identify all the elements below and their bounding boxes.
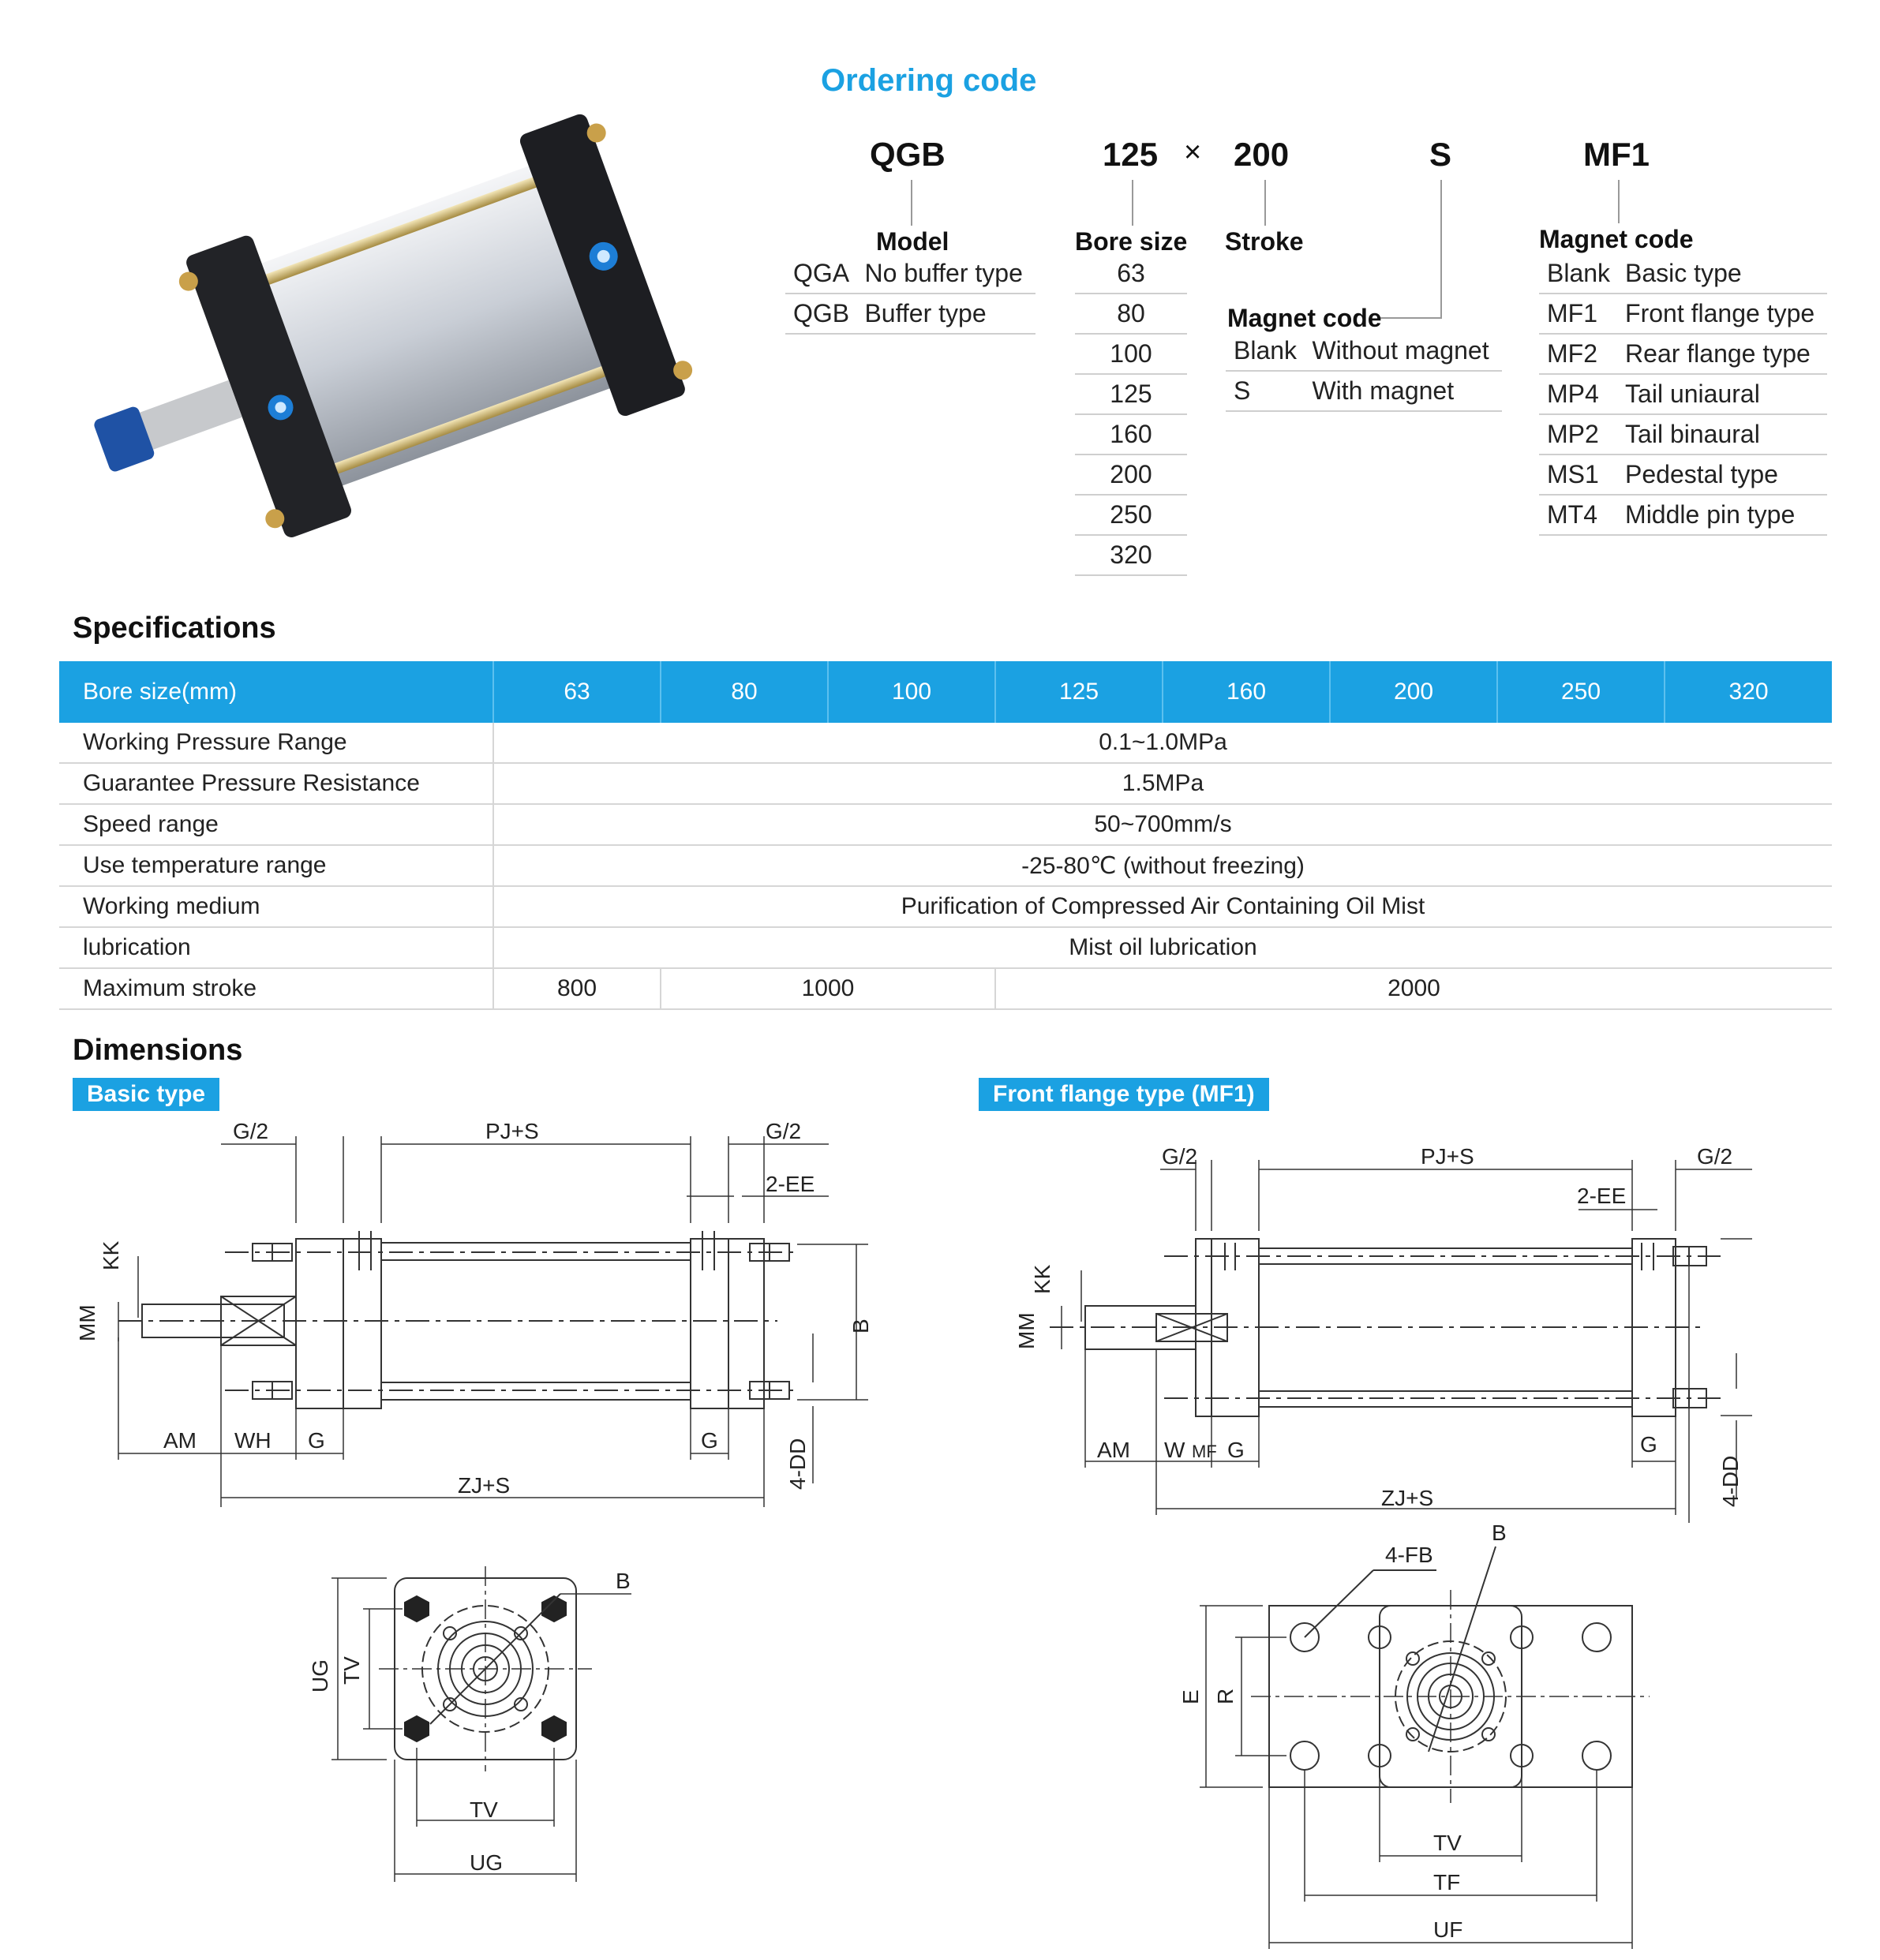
dim-label: TV (1433, 1831, 1462, 1855)
dim-label: 2-EE (766, 1172, 815, 1196)
dim-label: W (1164, 1438, 1185, 1462)
dim-label: 4-DD (785, 1438, 810, 1490)
stroke-heading: Stroke (1225, 227, 1304, 256)
dim-label: MM (75, 1304, 99, 1341)
spec-row: Guarantee Pressure Resistance 1.5MPa (59, 763, 1832, 804)
basic-type-end-drawing (300, 1558, 639, 1890)
dim-label: G (1227, 1438, 1245, 1462)
magnet-row: S With magnet (1226, 371, 1502, 411)
mounting-table (1539, 254, 1827, 536)
code-times: × (1184, 136, 1202, 169)
dim-label: AM (163, 1428, 197, 1453)
mounting-row: MS1 Pedestal type (1539, 454, 1827, 495)
connector-line (1132, 180, 1133, 226)
dim-label: 2-EE (1577, 1184, 1627, 1208)
dim-label: 4-FB (1385, 1543, 1433, 1567)
mounting-row: MF1 Front flange type (1539, 294, 1827, 334)
bore-size-value: 320 (1075, 535, 1187, 575)
dim-label: ZJ+S (1381, 1486, 1434, 1510)
spec-row: Working medium Purification of Compressed Air Containing Oil Mist (59, 886, 1832, 927)
mounting-row: MT4 Middle pin type (1539, 495, 1827, 535)
dim-label: E (1178, 1689, 1203, 1704)
dim-label: G (1640, 1432, 1657, 1457)
magnet-heading: Magnet code (1227, 304, 1382, 332)
spec-header-row: Bore size(mm) 63 80 100 125 160 200 250 320 (59, 661, 1832, 723)
dim-label: G (701, 1428, 718, 1453)
dim-label: R (1213, 1688, 1238, 1704)
basic-type-badge: Basic type (73, 1078, 219, 1111)
dim-label: PJ+S (485, 1119, 539, 1143)
dim-label: B (848, 1319, 873, 1333)
dim-label: B (616, 1569, 631, 1593)
dim-label: UF (1433, 1917, 1463, 1942)
dim-label: G/2 (1697, 1144, 1733, 1169)
flange-type-end-drawing (1176, 1515, 1665, 1957)
dim-label: TV (470, 1797, 498, 1822)
dim-label: G/2 (766, 1119, 802, 1143)
code-mount: MF1 (1583, 136, 1650, 173)
bore-size-value: 250 (1075, 495, 1187, 535)
bore-size-value: 125 (1075, 374, 1187, 414)
code-stroke: 200 (1234, 136, 1290, 173)
mounting-heading: Magnet code (1539, 225, 1694, 253)
basic-type-side-drawing (63, 1113, 900, 1515)
dim-label: UG (470, 1850, 503, 1875)
dim-label: PJ+S (1421, 1144, 1474, 1169)
dim-label: KK (99, 1240, 123, 1270)
flange-type-side-drawing (994, 1128, 1831, 1531)
dim-label: TF (1433, 1870, 1461, 1895)
code-magnet: S (1429, 136, 1452, 173)
dim-label: MF (1192, 1442, 1217, 1461)
spec-row: Maximum stroke 800 1000 2000 (59, 968, 1832, 1009)
bore-size-heading: Bore size (1075, 227, 1188, 256)
connector-line (911, 180, 912, 226)
connector-line (1618, 180, 1620, 223)
flange-type-badge: Front flange type (MF1) (979, 1078, 1269, 1111)
mounting-row: MP2 Tail binaural (1539, 414, 1827, 454)
bore-size-value: 100 (1075, 334, 1187, 374)
spec-row: Use temperature range -25-80℃ (without freezing) (59, 845, 1832, 886)
mounting-row: Blank Basic type (1539, 254, 1827, 294)
connector-line (1377, 317, 1442, 319)
dim-label: AM (1097, 1438, 1130, 1462)
mounting-row: MP4 Tail uniaural (1539, 374, 1827, 414)
dim-label: UG (308, 1659, 332, 1693)
dim-label: G/2 (1162, 1144, 1198, 1169)
magnet-table (1226, 331, 1502, 412)
mounting-row: MF2 Rear flange type (1539, 334, 1827, 374)
model-row: QGB Buffer type (785, 294, 1035, 334)
model-row: QGA No buffer type (785, 254, 1035, 294)
dimensions-title: Dimensions (73, 1034, 243, 1067)
code-series: QGB (870, 136, 946, 173)
bore-size-table (1075, 254, 1187, 576)
code-bore: 125 (1103, 136, 1159, 173)
spec-row: lubrication Mist oil lubrication (59, 927, 1832, 968)
bore-size-value: 63 (1075, 254, 1187, 294)
dim-label: WH (234, 1428, 272, 1453)
dim-label: B (1492, 1520, 1507, 1545)
cylinder-product-image (75, 103, 730, 544)
dim-label: ZJ+S (458, 1473, 511, 1498)
model-heading: Model (876, 227, 949, 256)
model-table (785, 254, 1035, 335)
dim-label: G/2 (233, 1119, 269, 1143)
magnet-row: Blank Without magnet (1226, 331, 1502, 371)
dim-label: G (308, 1428, 325, 1453)
spec-row: Speed range 50~700mm/s (59, 804, 1832, 845)
specifications-title: Specifications (73, 612, 276, 645)
ordering-code-title: Ordering code (821, 63, 1037, 98)
connector-line (1440, 180, 1442, 318)
dim-label: MM (1014, 1312, 1039, 1349)
bore-size-value: 80 (1075, 294, 1187, 334)
dim-label: 4-DD (1718, 1455, 1743, 1507)
connector-line (1264, 180, 1266, 226)
specifications-table (59, 661, 1832, 1010)
dim-label: TV (339, 1656, 364, 1685)
dim-label: KK (1030, 1264, 1054, 1294)
bore-size-value: 160 (1075, 414, 1187, 454)
bore-size-value: 200 (1075, 454, 1187, 495)
spec-row: Working Pressure Range 0.1~1.0MPa (59, 723, 1832, 763)
